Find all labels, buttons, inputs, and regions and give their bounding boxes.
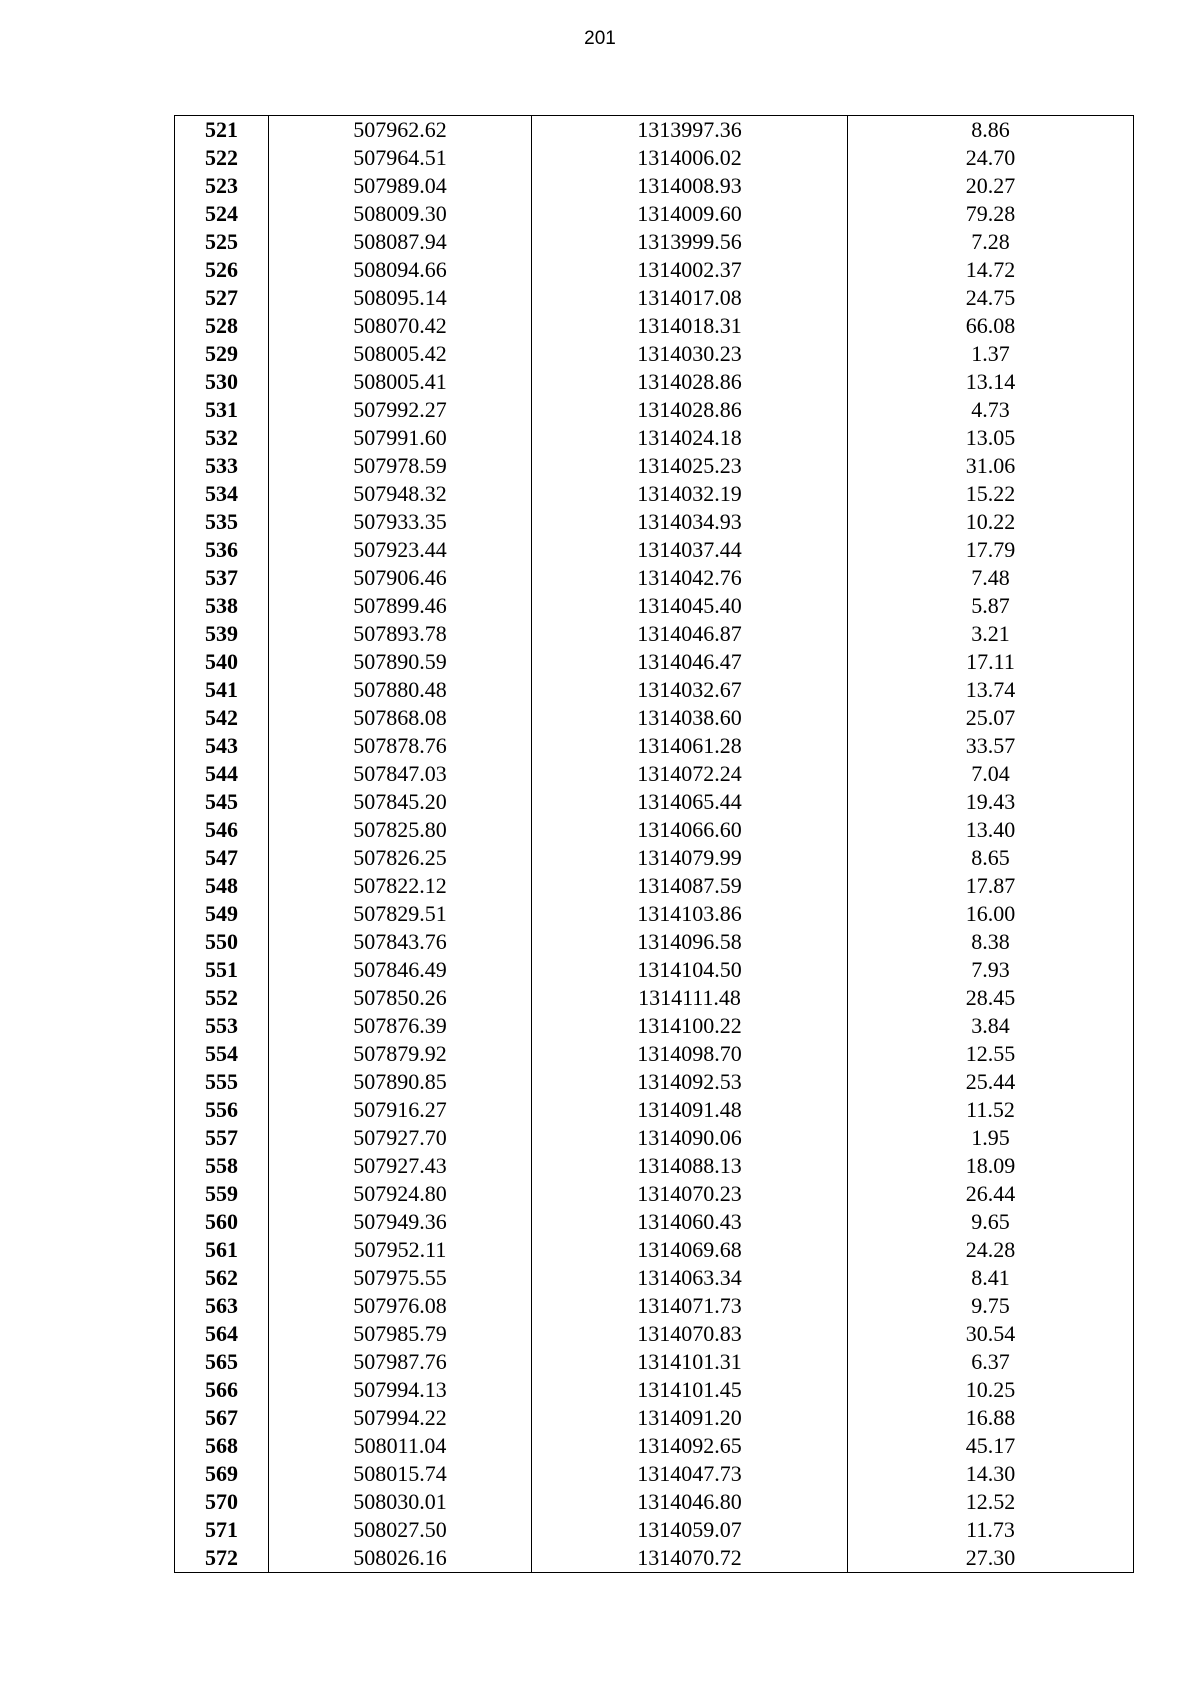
x-coordinate-cell: 507847.03 xyxy=(269,760,532,788)
y-coordinate-cell: 1314092.65 xyxy=(532,1432,848,1460)
distance-cell: 17.79 xyxy=(848,536,1134,564)
distance-cell: 12.52 xyxy=(848,1488,1134,1516)
distance-cell: 26.44 xyxy=(848,1180,1134,1208)
x-coordinate-cell: 508015.74 xyxy=(269,1460,532,1488)
point-id-cell: 521 xyxy=(175,116,269,145)
table-row xyxy=(175,480,1134,508)
table-row xyxy=(175,984,1134,1012)
y-coordinate-cell: 1314104.50 xyxy=(532,956,848,984)
table-row xyxy=(175,144,1134,172)
point-id-cell: 551 xyxy=(175,956,269,984)
x-coordinate-cell: 507825.80 xyxy=(269,816,532,844)
x-coordinate-cell: 508030.01 xyxy=(269,1488,532,1516)
table-row xyxy=(175,1348,1134,1376)
point-id-cell: 553 xyxy=(175,1012,269,1040)
point-id-cell: 546 xyxy=(175,816,269,844)
point-id-cell: 563 xyxy=(175,1292,269,1320)
x-coordinate-cell: 507822.12 xyxy=(269,872,532,900)
y-coordinate-cell: 1314070.23 xyxy=(532,1180,848,1208)
distance-cell: 24.75 xyxy=(848,284,1134,312)
y-coordinate-cell: 1314103.86 xyxy=(532,900,848,928)
distance-cell: 28.45 xyxy=(848,984,1134,1012)
table-row xyxy=(175,172,1134,200)
point-id-cell: 526 xyxy=(175,256,269,284)
x-coordinate-cell: 507987.76 xyxy=(269,1348,532,1376)
y-coordinate-cell: 1314034.93 xyxy=(532,508,848,536)
distance-cell: 13.74 xyxy=(848,676,1134,704)
table-row xyxy=(175,844,1134,872)
y-coordinate-cell: 1314087.59 xyxy=(532,872,848,900)
x-coordinate-cell: 507890.59 xyxy=(269,648,532,676)
point-id-cell: 566 xyxy=(175,1376,269,1404)
x-coordinate-cell: 507923.44 xyxy=(269,536,532,564)
table-row xyxy=(175,1040,1134,1068)
distance-cell: 12.55 xyxy=(848,1040,1134,1068)
table-row xyxy=(175,1404,1134,1432)
y-coordinate-cell: 1314024.18 xyxy=(532,424,848,452)
distance-cell: 8.86 xyxy=(848,116,1134,145)
distance-cell: 24.70 xyxy=(848,144,1134,172)
distance-cell: 66.08 xyxy=(848,312,1134,340)
distance-cell: 9.75 xyxy=(848,1292,1134,1320)
x-coordinate-cell: 507991.60 xyxy=(269,424,532,452)
y-coordinate-cell: 1314028.86 xyxy=(532,396,848,424)
table-row xyxy=(175,1208,1134,1236)
y-coordinate-cell: 1314091.20 xyxy=(532,1404,848,1432)
x-coordinate-cell: 507879.92 xyxy=(269,1040,532,1068)
distance-cell: 7.48 xyxy=(848,564,1134,592)
y-coordinate-cell: 1314028.86 xyxy=(532,368,848,396)
y-coordinate-cell: 1314046.87 xyxy=(532,620,848,648)
point-id-cell: 570 xyxy=(175,1488,269,1516)
x-coordinate-cell: 507826.25 xyxy=(269,844,532,872)
table-row xyxy=(175,1124,1134,1152)
distance-cell: 19.43 xyxy=(848,788,1134,816)
point-id-cell: 545 xyxy=(175,788,269,816)
y-coordinate-cell: 1314101.31 xyxy=(532,1348,848,1376)
distance-cell: 24.28 xyxy=(848,1236,1134,1264)
point-id-cell: 550 xyxy=(175,928,269,956)
y-coordinate-cell: 1314069.68 xyxy=(532,1236,848,1264)
point-id-cell: 536 xyxy=(175,536,269,564)
x-coordinate-cell: 508011.04 xyxy=(269,1432,532,1460)
point-id-cell: 544 xyxy=(175,760,269,788)
point-id-cell: 523 xyxy=(175,172,269,200)
table-row xyxy=(175,424,1134,452)
distance-cell: 1.37 xyxy=(848,340,1134,368)
x-coordinate-cell: 507845.20 xyxy=(269,788,532,816)
table-row xyxy=(175,1376,1134,1404)
table-row xyxy=(175,1488,1134,1516)
point-id-cell: 572 xyxy=(175,1544,269,1573)
y-coordinate-cell: 1314070.72 xyxy=(532,1544,848,1573)
table-row xyxy=(175,200,1134,228)
point-id-cell: 564 xyxy=(175,1320,269,1348)
point-id-cell: 568 xyxy=(175,1432,269,1460)
point-id-cell: 535 xyxy=(175,508,269,536)
y-coordinate-cell: 1314091.48 xyxy=(532,1096,848,1124)
distance-cell: 79.28 xyxy=(848,200,1134,228)
point-id-cell: 558 xyxy=(175,1152,269,1180)
y-coordinate-cell: 1314032.19 xyxy=(532,480,848,508)
table-row xyxy=(175,704,1134,732)
point-id-cell: 569 xyxy=(175,1460,269,1488)
y-coordinate-cell: 1314059.07 xyxy=(532,1516,848,1544)
table-row xyxy=(175,760,1134,788)
distance-cell: 7.28 xyxy=(848,228,1134,256)
table-row xyxy=(175,284,1134,312)
table-row xyxy=(175,1012,1134,1040)
x-coordinate-cell: 507924.80 xyxy=(269,1180,532,1208)
table-row xyxy=(175,1180,1134,1208)
distance-cell: 20.27 xyxy=(848,172,1134,200)
distance-cell: 5.87 xyxy=(848,592,1134,620)
x-coordinate-cell: 507948.32 xyxy=(269,480,532,508)
table-row xyxy=(175,340,1134,368)
y-coordinate-cell: 1314046.47 xyxy=(532,648,848,676)
table-row xyxy=(175,564,1134,592)
y-coordinate-cell: 1314006.02 xyxy=(532,144,848,172)
distance-cell: 3.84 xyxy=(848,1012,1134,1040)
x-coordinate-cell: 507985.79 xyxy=(269,1320,532,1348)
table-row xyxy=(175,1264,1134,1292)
y-coordinate-cell: 1314018.31 xyxy=(532,312,848,340)
y-coordinate-cell: 1314063.34 xyxy=(532,1264,848,1292)
distance-cell: 15.22 xyxy=(848,480,1134,508)
point-id-cell: 547 xyxy=(175,844,269,872)
distance-cell: 9.65 xyxy=(848,1208,1134,1236)
point-id-cell: 529 xyxy=(175,340,269,368)
point-id-cell: 527 xyxy=(175,284,269,312)
distance-cell: 25.07 xyxy=(848,704,1134,732)
x-coordinate-cell: 508095.14 xyxy=(269,284,532,312)
x-coordinate-cell: 507843.76 xyxy=(269,928,532,956)
table-row xyxy=(175,452,1134,480)
y-coordinate-cell: 1314047.73 xyxy=(532,1460,848,1488)
x-coordinate-cell: 508005.42 xyxy=(269,340,532,368)
y-coordinate-cell: 1314101.45 xyxy=(532,1376,848,1404)
y-coordinate-cell: 1314008.93 xyxy=(532,172,848,200)
distance-cell: 31.06 xyxy=(848,452,1134,480)
y-coordinate-cell: 1314098.70 xyxy=(532,1040,848,1068)
point-id-cell: 562 xyxy=(175,1264,269,1292)
y-coordinate-cell: 1314079.99 xyxy=(532,844,848,872)
y-coordinate-cell: 1314072.24 xyxy=(532,760,848,788)
coordinates-table-body xyxy=(175,116,1134,1573)
distance-cell: 25.44 xyxy=(848,1068,1134,1096)
x-coordinate-cell: 508087.94 xyxy=(269,228,532,256)
x-coordinate-cell: 508094.66 xyxy=(269,256,532,284)
point-id-cell: 522 xyxy=(175,144,269,172)
point-id-cell: 524 xyxy=(175,200,269,228)
table-row xyxy=(175,900,1134,928)
distance-cell: 14.72 xyxy=(848,256,1134,284)
x-coordinate-cell: 508005.41 xyxy=(269,368,532,396)
x-coordinate-cell: 507850.26 xyxy=(269,984,532,1012)
x-coordinate-cell: 507916.27 xyxy=(269,1096,532,1124)
y-coordinate-cell: 1314045.40 xyxy=(532,592,848,620)
table-row xyxy=(175,1320,1134,1348)
table-row xyxy=(175,1236,1134,1264)
table-row xyxy=(175,536,1134,564)
point-id-cell: 541 xyxy=(175,676,269,704)
table-row xyxy=(175,368,1134,396)
point-id-cell: 534 xyxy=(175,480,269,508)
distance-cell: 16.88 xyxy=(848,1404,1134,1432)
point-id-cell: 554 xyxy=(175,1040,269,1068)
distance-cell: 7.93 xyxy=(848,956,1134,984)
x-coordinate-cell: 507994.22 xyxy=(269,1404,532,1432)
y-coordinate-cell: 1314065.44 xyxy=(532,788,848,816)
distance-cell: 27.30 xyxy=(848,1544,1134,1573)
table-row xyxy=(175,1460,1134,1488)
x-coordinate-cell: 507933.35 xyxy=(269,508,532,536)
y-coordinate-cell: 1314025.23 xyxy=(532,452,848,480)
point-id-cell: 540 xyxy=(175,648,269,676)
y-coordinate-cell: 1314071.73 xyxy=(532,1292,848,1320)
y-coordinate-cell: 1314038.60 xyxy=(532,704,848,732)
distance-cell: 45.17 xyxy=(848,1432,1134,1460)
distance-cell: 10.22 xyxy=(848,508,1134,536)
x-coordinate-cell: 507846.49 xyxy=(269,956,532,984)
point-id-cell: 548 xyxy=(175,872,269,900)
table-row xyxy=(175,1292,1134,1320)
y-coordinate-cell: 1314017.08 xyxy=(532,284,848,312)
distance-cell: 4.73 xyxy=(848,396,1134,424)
point-id-cell: 525 xyxy=(175,228,269,256)
point-id-cell: 530 xyxy=(175,368,269,396)
x-coordinate-cell: 507906.46 xyxy=(269,564,532,592)
distance-cell: 16.00 xyxy=(848,900,1134,928)
x-coordinate-cell: 507952.11 xyxy=(269,1236,532,1264)
table-row xyxy=(175,228,1134,256)
distance-cell: 13.05 xyxy=(848,424,1134,452)
y-coordinate-cell: 1314046.80 xyxy=(532,1488,848,1516)
point-id-cell: 559 xyxy=(175,1180,269,1208)
point-id-cell: 531 xyxy=(175,396,269,424)
x-coordinate-cell: 508026.16 xyxy=(269,1544,532,1573)
table-row xyxy=(175,256,1134,284)
table-row xyxy=(175,508,1134,536)
point-id-cell: 571 xyxy=(175,1516,269,1544)
distance-cell: 17.87 xyxy=(848,872,1134,900)
x-coordinate-cell: 507975.55 xyxy=(269,1264,532,1292)
distance-cell: 14.30 xyxy=(848,1460,1134,1488)
y-coordinate-cell: 1314037.44 xyxy=(532,536,848,564)
point-id-cell: 528 xyxy=(175,312,269,340)
point-id-cell: 567 xyxy=(175,1404,269,1432)
distance-cell: 30.54 xyxy=(848,1320,1134,1348)
y-coordinate-cell: 1314060.43 xyxy=(532,1208,848,1236)
x-coordinate-cell: 508070.42 xyxy=(269,312,532,340)
table-row xyxy=(175,1096,1134,1124)
x-coordinate-cell: 507989.04 xyxy=(269,172,532,200)
distance-cell: 1.95 xyxy=(848,1124,1134,1152)
table-row xyxy=(175,620,1134,648)
distance-cell: 3.21 xyxy=(848,620,1134,648)
x-coordinate-cell: 507994.13 xyxy=(269,1376,532,1404)
x-coordinate-cell: 507964.51 xyxy=(269,144,532,172)
point-id-cell: 552 xyxy=(175,984,269,1012)
point-id-cell: 560 xyxy=(175,1208,269,1236)
y-coordinate-cell: 1314088.13 xyxy=(532,1152,848,1180)
x-coordinate-cell: 507976.08 xyxy=(269,1292,532,1320)
distance-cell: 6.37 xyxy=(848,1348,1134,1376)
table-row xyxy=(175,1516,1134,1544)
y-coordinate-cell: 1314002.37 xyxy=(532,256,848,284)
point-id-cell: 557 xyxy=(175,1124,269,1152)
table-row xyxy=(175,732,1134,760)
point-id-cell: 539 xyxy=(175,620,269,648)
x-coordinate-cell: 507992.27 xyxy=(269,396,532,424)
table-row xyxy=(175,956,1134,984)
x-coordinate-cell: 508009.30 xyxy=(269,200,532,228)
x-coordinate-cell: 507927.70 xyxy=(269,1124,532,1152)
point-id-cell: 555 xyxy=(175,1068,269,1096)
table-row xyxy=(175,1544,1134,1573)
y-coordinate-cell: 1314042.76 xyxy=(532,564,848,592)
x-coordinate-cell: 507890.85 xyxy=(269,1068,532,1096)
distance-cell: 7.04 xyxy=(848,760,1134,788)
x-coordinate-cell: 507893.78 xyxy=(269,620,532,648)
y-coordinate-cell: 1313997.36 xyxy=(532,116,848,145)
table-row xyxy=(175,1152,1134,1180)
table-row xyxy=(175,592,1134,620)
distance-cell: 8.38 xyxy=(848,928,1134,956)
point-id-cell: 538 xyxy=(175,592,269,620)
point-id-cell: 556 xyxy=(175,1096,269,1124)
distance-cell: 8.65 xyxy=(848,844,1134,872)
point-id-cell: 543 xyxy=(175,732,269,760)
table-row xyxy=(175,928,1134,956)
point-id-cell: 561 xyxy=(175,1236,269,1264)
table-row xyxy=(175,788,1134,816)
table-row xyxy=(175,648,1134,676)
table-row xyxy=(175,816,1134,844)
point-id-cell: 542 xyxy=(175,704,269,732)
x-coordinate-cell: 508027.50 xyxy=(269,1516,532,1544)
distance-cell: 17.11 xyxy=(848,648,1134,676)
x-coordinate-cell: 507949.36 xyxy=(269,1208,532,1236)
distance-cell: 11.73 xyxy=(848,1516,1134,1544)
table-row xyxy=(175,116,1134,145)
y-coordinate-cell: 1314100.22 xyxy=(532,1012,848,1040)
distance-cell: 8.41 xyxy=(848,1264,1134,1292)
x-coordinate-cell: 507962.62 xyxy=(269,116,532,145)
x-coordinate-cell: 507868.08 xyxy=(269,704,532,732)
y-coordinate-cell: 1313999.56 xyxy=(532,228,848,256)
y-coordinate-cell: 1314061.28 xyxy=(532,732,848,760)
table-row xyxy=(175,396,1134,424)
distance-cell: 13.40 xyxy=(848,816,1134,844)
x-coordinate-cell: 507927.43 xyxy=(269,1152,532,1180)
distance-cell: 11.52 xyxy=(848,1096,1134,1124)
point-id-cell: 532 xyxy=(175,424,269,452)
y-coordinate-cell: 1314030.23 xyxy=(532,340,848,368)
y-coordinate-cell: 1314066.60 xyxy=(532,816,848,844)
coordinates-table xyxy=(174,115,1134,1573)
y-coordinate-cell: 1314070.83 xyxy=(532,1320,848,1348)
point-id-cell: 549 xyxy=(175,900,269,928)
distance-cell: 10.25 xyxy=(848,1376,1134,1404)
y-coordinate-cell: 1314092.53 xyxy=(532,1068,848,1096)
x-coordinate-cell: 507880.48 xyxy=(269,676,532,704)
y-coordinate-cell: 1314090.06 xyxy=(532,1124,848,1152)
page-number: 201 xyxy=(584,28,616,49)
distance-cell: 13.14 xyxy=(848,368,1134,396)
distance-cell: 33.57 xyxy=(848,732,1134,760)
y-coordinate-cell: 1314032.67 xyxy=(532,676,848,704)
table-row xyxy=(175,312,1134,340)
distance-cell: 18.09 xyxy=(848,1152,1134,1180)
table-row xyxy=(175,676,1134,704)
table-row xyxy=(175,1432,1134,1460)
y-coordinate-cell: 1314111.48 xyxy=(532,984,848,1012)
table-row xyxy=(175,1068,1134,1096)
table-row xyxy=(175,872,1134,900)
x-coordinate-cell: 507978.59 xyxy=(269,452,532,480)
x-coordinate-cell: 507876.39 xyxy=(269,1012,532,1040)
point-id-cell: 537 xyxy=(175,564,269,592)
x-coordinate-cell: 507899.46 xyxy=(269,592,532,620)
y-coordinate-cell: 1314009.60 xyxy=(532,200,848,228)
x-coordinate-cell: 507829.51 xyxy=(269,900,532,928)
point-id-cell: 565 xyxy=(175,1348,269,1376)
y-coordinate-cell: 1314096.58 xyxy=(532,928,848,956)
point-id-cell: 533 xyxy=(175,452,269,480)
x-coordinate-cell: 507878.76 xyxy=(269,732,532,760)
